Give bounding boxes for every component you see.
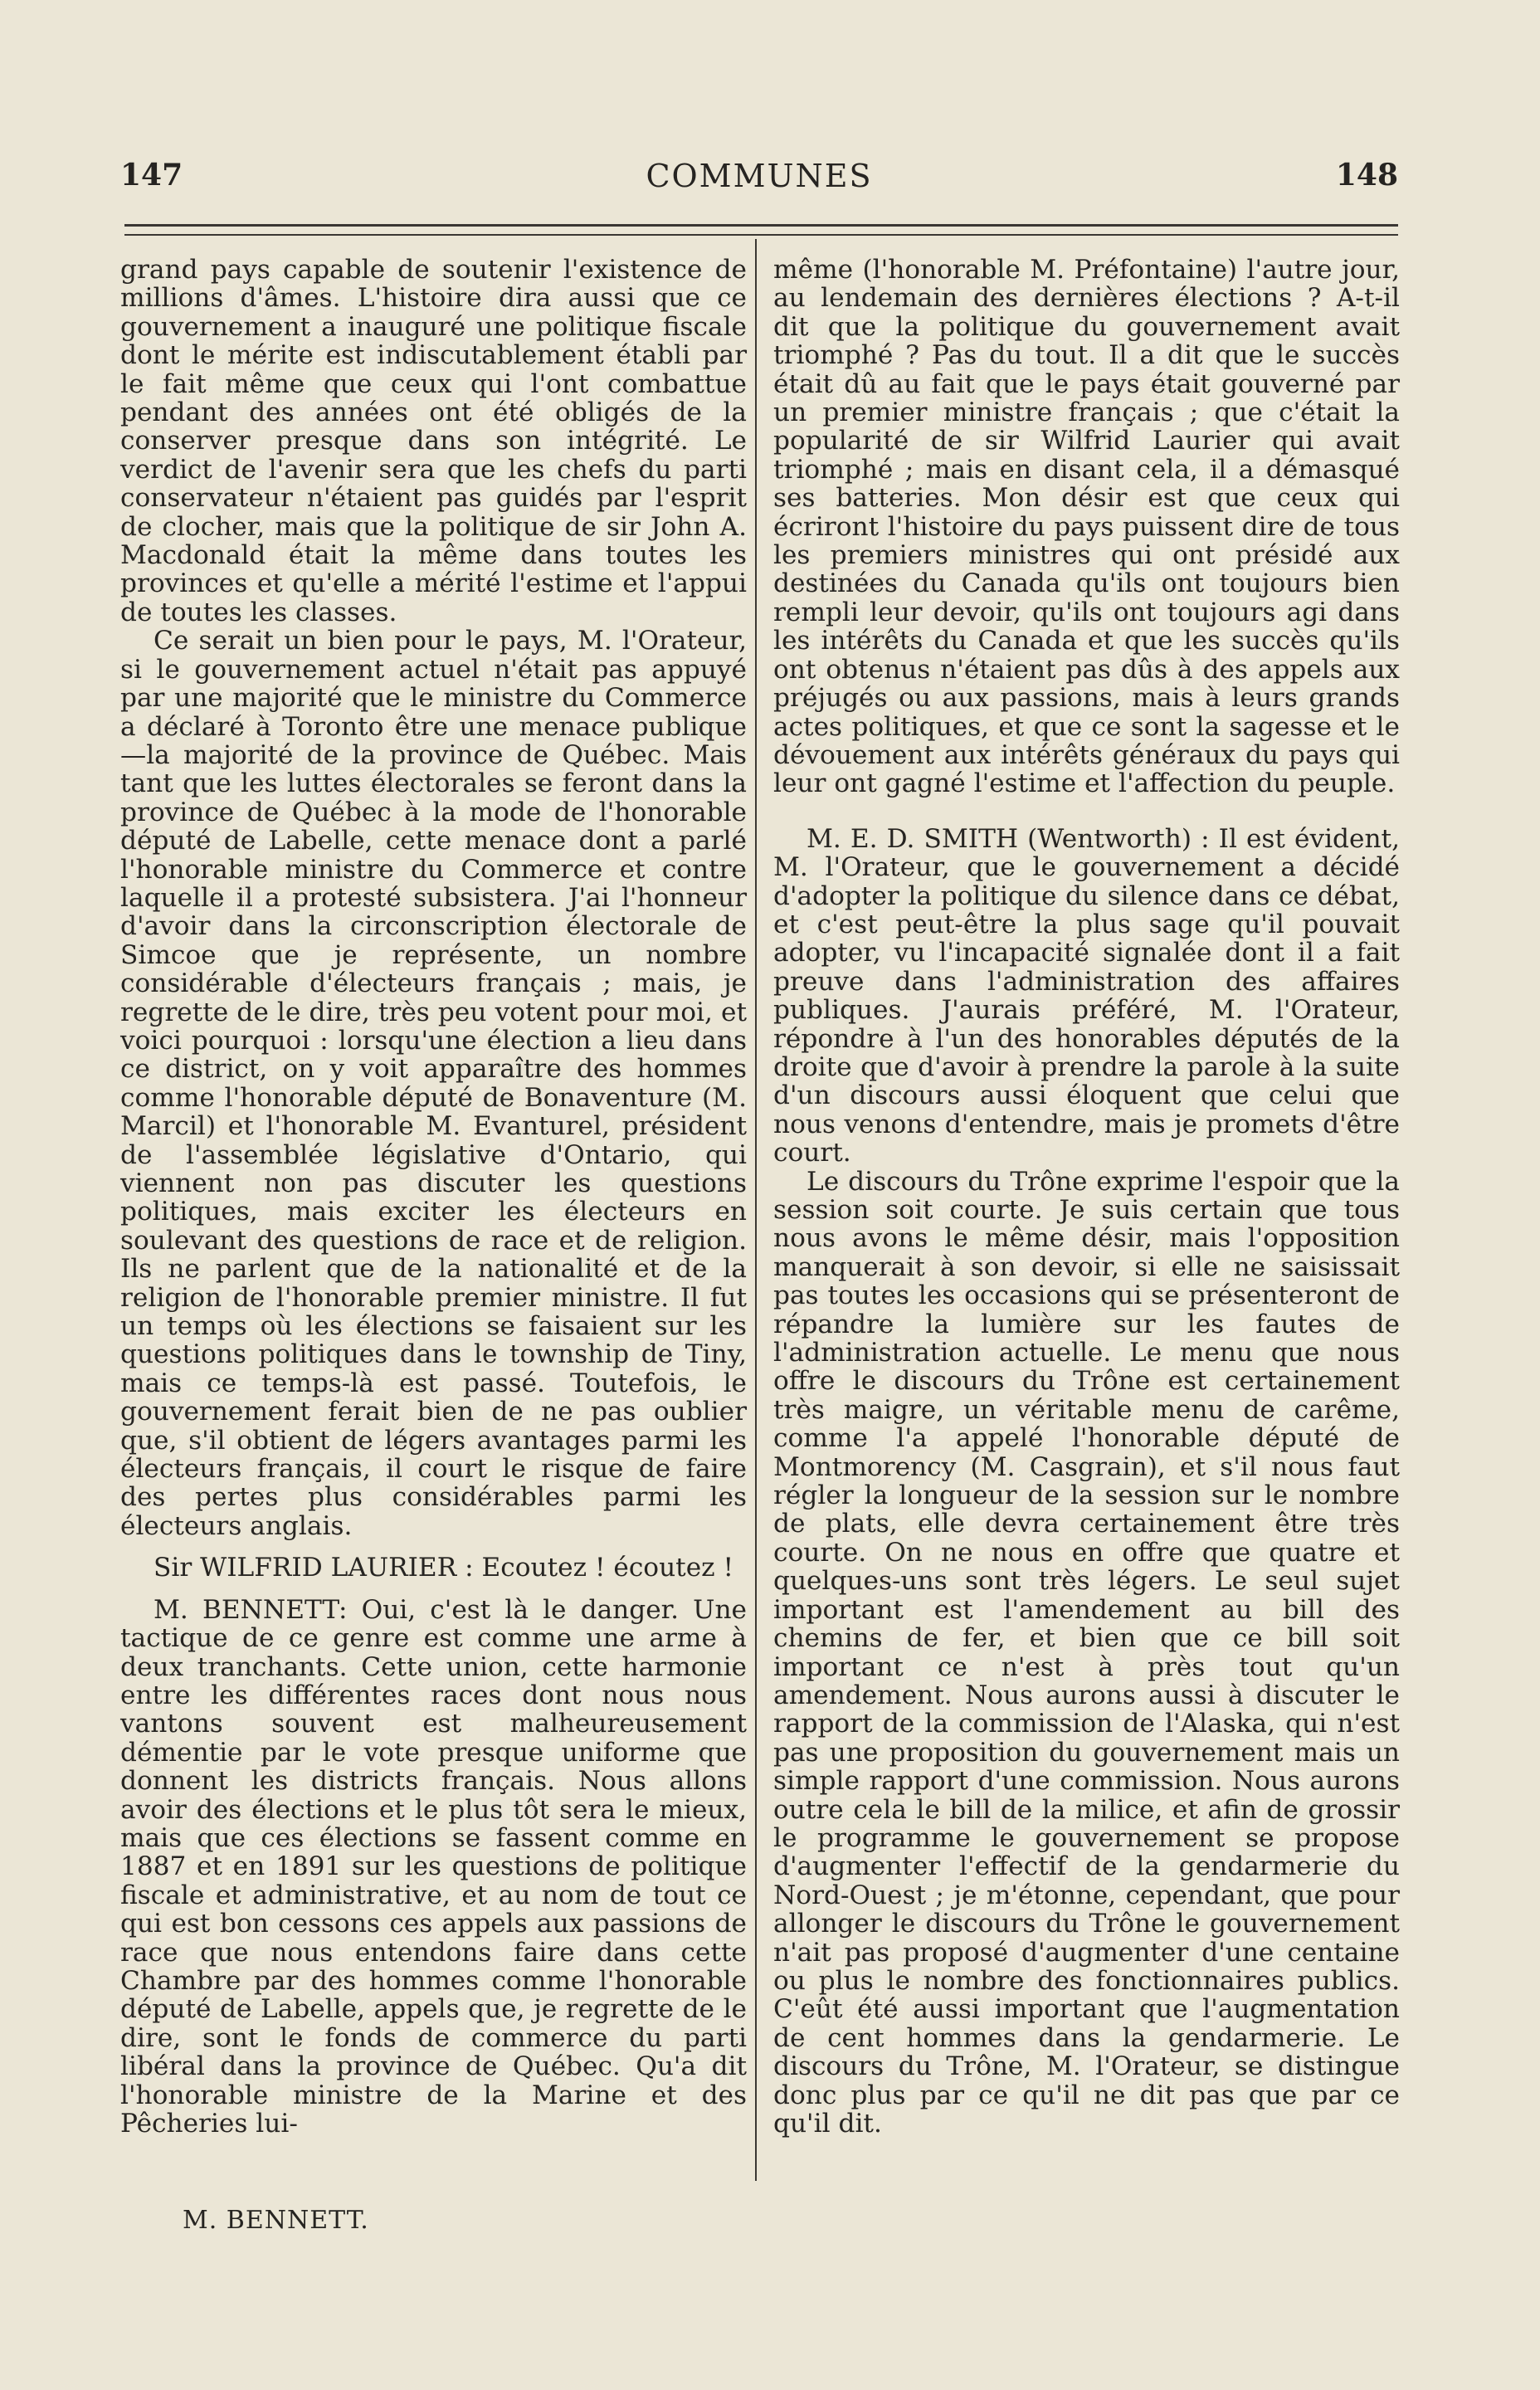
column-divider [755, 239, 757, 2181]
page-header [120, 158, 1398, 207]
page-number-left: 147 [120, 158, 183, 193]
running-title: COMMUNES [646, 158, 873, 194]
page-number-right: 148 [1335, 158, 1398, 193]
header-rule-bottom [124, 234, 1398, 236]
paragraph: Ce serait un bien pour le pays, M. l'Orateur, si le gouvernement actuel n'était pas appuyé par une majorité que le ministre du Commerce a déclaré à Toronto être une menace publique—la majorité de la province de Québec. Mais tant que les luttes électorales se feront dans la province de Québec à la mode de l'honorable député de Labelle, cette menace dont a parlé l'honorable ministre du Commerce et contre laquelle il a protesté subsistera. J'ai l'honneur d'avoir dans la circonscription électorale de Simcoe que je représente, un nombre considérable d'électeurs français ; mais, je regrette de le dire, très peu votent pour moi, et voici pourquoi : lorsqu'une élection a lieu dans ce district, on y voit apparaître des hommes comme l'honorable député de Bonaventure (M. Marcil) et l'honorable M. Evanturel, président de l'assemblée législative d'Ontario, qui viennent non pas discuter les questions politiques, mais exciter les électeurs en soulevant des questions de race et de religion. Ils ne parlent que de la nationalité et de la religion de l'honorable premier ministre. Il fut un temps où les élections se faisaient sur les questions politiques dans le township de Tiny, mais ce temps-là est passé. Toutefois, le gouvernement ferait bien de ne pas oublier que, s'il obtient de légers avantages parmi les électeurs français, il court le risque de faire des pertes plus considérables parmi les électeurs anglais. [120, 626, 747, 1541]
header-rule-top [124, 224, 1398, 227]
footer-speaker: M. BENNETT. [183, 2206, 369, 2235]
paragraph: Le discours du Trône exprime l'espoir que la session soit courte. Je suis certain que tous nous avons le même désir, mais l'opposition manquerait à son devoir, si elle ne saisissait pas toutes les occasions qui se présenteront de répandre la lumière sur les fautes de l'administration actuelle. Le menu que nous offre le discours du Trône est certainement très maigre, un véritable menu de carême, comme l'a appelé l'honorable député de Montmorency (M. Casgrain), et s'il nous faut régler la longueur de la session sur le nombre de plats, elle devra certainement être très courte. On ne nous en offre que quatre et quelques-uns sont très légers. Le seul sujet important est l'amendement au bill des chemins de fer, et bien que ce bill soit important ce n'est à près tout qu'un amendement. Nous aurons aussi à discuter le rapport de la commission de l'Alaska, qui n'est pas une proposition du gouvernement mais un simple rapport d'une commission. Nous aurons outre cela le bill de la milice, et afin de grossir le programme le gouvernement se propose d'augmenter l'effectif de la gendarmerie du Nord-Ouest ; je m'étonne, cependant, que pour allonger le discours du Trône le gouvernement n'ait pas proposé d'augmenter d'une centaine ou plus le nombre des fonctionnaires publics. C'eût été aussi important que l'augmentation de cent hommes dans la gendarmerie. Le discours du Trône, M. l'Orateur, se distingue donc plus par ce qu'il ne dit pas que par ce qu'il dit. [773, 1166, 1400, 2139]
speaker-interjection: Sir WILFRID LAURIER : Ecoutez ! écoutez ! [154, 1553, 734, 1583]
left-column [120, 256, 747, 2138]
right-column [773, 256, 1400, 2138]
paragraph: M. E. D. SMITH (Wentworth) : Il est évident, M. l'Orateur, que le gouvernement a décidé d'adopter la politique du silence dans ce débat, et c'est peut-être la plus sage qu'il pouvait adopter, vu l'incapacité signalée dont il a fait preuve dans l'administration des affaires publiques. J'aurais préféré, M. l'Orateur, répondre à l'un des honorables députés de la droite que d'avoir à prendre la parole à la suite d'un discours aussi éloquent que celui que nous venons d'entendre, mais je promets d'être court. [773, 823, 1400, 1168]
paragraph: même (l'honorable M. Préfontaine) l'autre jour, au lendemain des dernières élections ? A-t-il dit que la politique du gouvernement avait triomphé ? Pas du tout. Il a dit que le succès était dû au fait que le pays était gouverné par un premier ministre français ; que c'était la popularité de sir Wilfrid Laurier qui avait triomphé ; mais en disant cela, il a démasqué ses batteries. Mon désir est que ceux qui écriront l'histoire du pays puissent dire de tous les premiers ministres qui ont présidé aux destinées du Canada qu'ils ont toujours bien rempli leur devoir, qu'ils ont toujours agi dans les intérêts du Canada et que les succès qu'ils ont obtenus n'étaient pas dûs à des appels aux préjugés ou aux passions, mais à leurs grands actes politiques, et que ce sont la sagesse et le dévouement aux intérêts généraux du pays qui leur ont gagné l'estime et l'affection du peuple. [773, 255, 1400, 799]
paragraph: M. BENNETT: Oui, c'est là le danger. Une tactique de ce genre est comme une arme à deux tranchants. Cette union, cette harmonie entre les différentes races dont nous nous vantons souvent est malheureusement démentie par le vote presque uniforme que donnent les districts français. Nous allons avoir des élections et le plus tôt sera le mieux, mais que ces élections se fassent comme en 1887 et en 1891 sur les questions de politique fiscale et administrative, et au nom de tout ce qui est bon cessons ces appels aux passions de race que nous entendons faire dans cette Chambre par des hommes comme l'honorable député de Labelle, appels que, je regrette de le dire, sont le fonds de commerce du parti libéral dans la province de Québec. Qu'a dit l'honorable ministre de la Marine et des Pêcheries lui- [120, 1594, 747, 2139]
paragraph: grand pays capable de soutenir l'existence de millions d'âmes. L'histoire dira aussi que ce gouvernement a inauguré une politique fiscale dont le mérite est indiscutablement établi par le fait même que ceux qui l'ont combattue pendant des années ont été obligés de la conserver presque dans son intégrité. Le verdict de l'avenir sera que les chefs du parti conservateur n'étaient pas guidés par l'esprit de clocher, mais que la politique de sir John A. Macdonald était la même dans toutes les provinces et qu'elle a mérité l'estime et l'appui de toutes les classes. [120, 255, 747, 627]
